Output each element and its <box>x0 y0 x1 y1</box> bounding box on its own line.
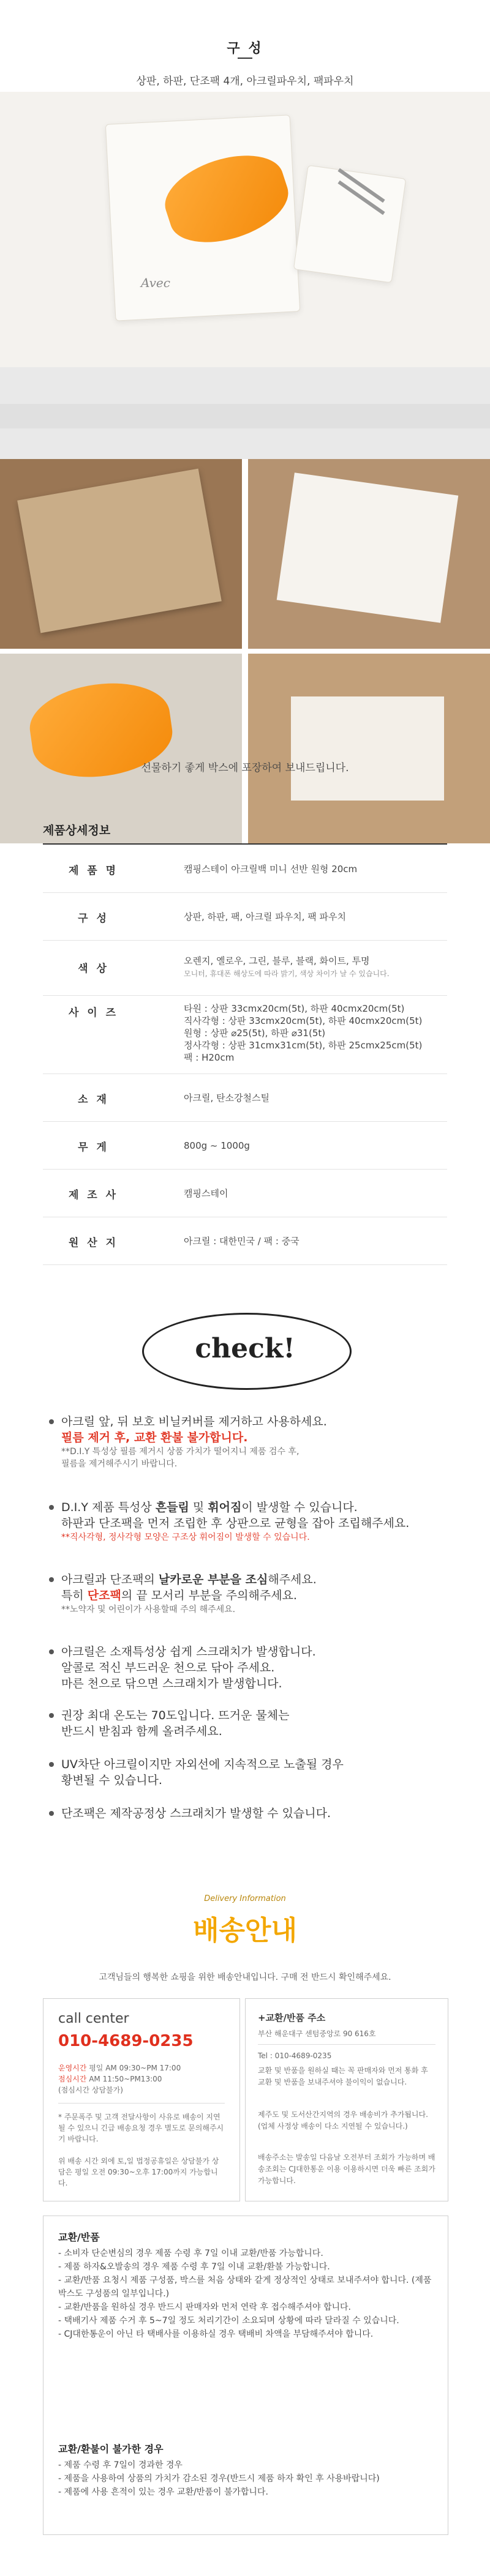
exchange-text: 배송주소는 발송일 다음날 오전부터 조회가 가능하며 배송조회는 CJ대한통운 이용 이용하시면 더욱 빠른 조회가 가능합니다. <box>258 2153 435 2185</box>
check-emphasis: 날카로운 부분을 조심 <box>158 1573 268 1586</box>
check-emphasis: 흔들림 <box>155 1501 189 1514</box>
bullet-icon <box>49 1419 54 1424</box>
spec-row-size <box>43 995 447 1074</box>
bullet-icon <box>49 1762 54 1767</box>
color-list: 오렌지, 옐로우, 그린, 블루, 블랙, 화이트, 투명 <box>184 955 370 966</box>
call-center-box <box>43 1998 240 2201</box>
check-line: 단조팩은 제작공정상 스크래치가 발생할 수 있습니다. <box>61 1807 331 1820</box>
spec-value: 아크릴, 탄소강철스틸 <box>184 1092 270 1103</box>
box-closed-photo <box>0 459 242 649</box>
delivery-subtitle: Delivery Information <box>204 1894 286 1903</box>
spec-value: 캠핑스테이 아크릴백 미니 선반 원형 20cm <box>184 864 358 875</box>
divider <box>58 2103 225 2104</box>
impossible-list <box>58 2458 433 2499</box>
exchange-text: 제주도 및 도서산간지역의 경우 배송비가 추가됩니다. (업체 사정상 배송이 다소 지연될 수 있습니다.) <box>258 2110 428 2130</box>
bullet-icon <box>49 1577 54 1582</box>
spec-row-weight <box>43 1121 447 1170</box>
check-emphasis: 휘어짐 <box>208 1501 242 1514</box>
spec-row-material <box>43 1073 447 1122</box>
lunch-value: AM 11:50~PM13:00 <box>89 2075 162 2083</box>
check-note: **직사각형, 정사각형 모양은 구조상 휘어짐이 발생할 수 있습니다. <box>61 1533 310 1542</box>
size-line: 타원 : 상판 33cmx20cm(5t), 하판 40cmx20cm(5t) <box>184 1003 405 1014</box>
spec-label: 무 게 <box>78 1141 109 1154</box>
check-line: 아크릴은 소재특성상 쉽게 스크래치가 발생합니다. <box>61 1645 316 1659</box>
check-line: 마른 천으로 닦으면 스크래치가 발생합니다. <box>61 1677 282 1690</box>
spec-label: 소 재 <box>78 1094 109 1106</box>
spec-row-composition <box>43 892 447 941</box>
spec-value <box>184 1002 422 1064</box>
check-text: 아크릴과 단조팩의 <box>61 1573 159 1586</box>
bullet-icon <box>49 1811 54 1816</box>
call-note: * 주문폭주 및 고객 전달사항이 사유로 배송이 지연될 수 있으니 긴급 배송요청 경우 별도로 문의해주시기 바랍니다. <box>58 2113 224 2143</box>
spec-row-maker <box>43 1169 447 1217</box>
bullet-icon <box>49 1649 54 1654</box>
call-note: 위 배송 시간 외에 토,일 법정공휴일은 상담불가 상담은 평일 오전 09:30~오후 17:00까지 가능합니다. <box>58 2157 219 2187</box>
exchange-tel[interactable]: Tel : 010-4689-0235 <box>258 2051 332 2060</box>
color-note: 모니터, 휴대폰 해상도에 따라 밝기, 색상 차이가 날 수 있습니다. <box>184 969 390 978</box>
check-line: 알콜로 적신 부드러운 천으로 닦아 주세요. <box>61 1661 275 1674</box>
check-text: 이 발생할 수 있습니다. <box>241 1501 358 1514</box>
call-center-title: call center <box>58 2011 129 2026</box>
returns-item: - CJ대한통운이 아닌 타 택배사를 이용하실 경우 택배비 차액을 부담해주셔야 합니다. <box>58 2329 374 2339</box>
check-line: 반드시 받침과 함께 올려주세요. <box>61 1725 222 1738</box>
returns-item: - 택배기사 제품 수거 후 5~7일 정도 처리기간이 소요되며 상황에 따라 달라질 수 있습니다. <box>58 2316 399 2326</box>
check-note: 필름을 제거해주시기 바랍니다. <box>61 1459 178 1469</box>
check-item-sharp <box>61 1572 453 1616</box>
box-with-shelf-photo <box>0 654 242 843</box>
check-badge-text: check! <box>195 1333 295 1364</box>
spec-value: 800g ~ 1000g <box>184 1140 250 1151</box>
check-line: 황변될 수 있습니다. <box>61 1774 162 1787</box>
composition-title: 구 성 <box>227 41 263 56</box>
returns-item: - 소비자 단순변심의 경우 제품 수령 후 7일 이내 교환/반품 가능합니다. <box>58 2249 323 2258</box>
returns-item: - 교환/반품을 원하실 경우 반드시 판매자와 먼저 연락 후 접수해주셔야 합니다. <box>58 2302 351 2312</box>
product-bag-photo <box>0 92 490 367</box>
check-text: 및 <box>189 1501 208 1514</box>
spec-value <box>184 955 390 980</box>
box-flaps-photo <box>248 654 490 843</box>
gift-box-closed <box>17 469 222 633</box>
spec-value: 아크릴 : 대한민국 / 팩 : 중국 <box>184 1236 300 1247</box>
spec-label: 사 이 즈 <box>68 1007 119 1019</box>
spec-value: 상판, 하판, 팩, 아크릴 파우치, 팩 파우치 <box>184 911 347 922</box>
check-item-temperature <box>61 1708 453 1739</box>
check-item-scratch <box>61 1644 453 1692</box>
check-item-uv <box>61 1757 453 1788</box>
call-hours <box>58 2063 230 2096</box>
spec-label: 구 성 <box>78 913 109 925</box>
lunch-label: 점심시간 <box>58 2075 87 2083</box>
bullet-icon <box>49 1505 54 1510</box>
bullet-icon <box>49 1713 54 1718</box>
delivery-intro: 고객님들의 행복한 쇼핑을 위한 배송안내입니다. 구매 전 반드시 확인해주세요. <box>99 1973 391 1982</box>
check-text: D.I.Y 제품 특성상 <box>61 1501 156 1514</box>
impossible-item: - 제품에 사용 흔적이 있는 경우 교환/반품이 불가합니다. <box>58 2487 268 2497</box>
check-item-diy <box>61 1499 453 1544</box>
check-line: 아크릴 앞, 뒤 보호 비닐커버를 제거하고 사용하세요. <box>61 1415 327 1428</box>
returns-list <box>58 2247 433 2341</box>
check-note: **D.I.Y 특성상 필름 제거시 상품 가치가 떨어지니 제품 검수 후, <box>61 1447 300 1457</box>
spec-label: 제 품 명 <box>68 865 119 877</box>
check-line: 하판과 단조팩을 먼저 조립한 후 상판으로 균형을 잡아 조립해주세요. <box>61 1517 410 1530</box>
returns-item: - 제품 하자&오발송의 경우 제품 수령 후 7일 이내 교환/환불 가능합니다. <box>58 2262 330 2272</box>
hours-label: 운영시간 <box>58 2064 87 2072</box>
check-warning: 필름 제거 후, 교환 환불 불가합니다. <box>61 1431 248 1444</box>
check-line: UV차단 아크릴이지만 자외선에 지속적으로 노출될 경우 <box>61 1758 344 1771</box>
box-open-photo <box>248 459 490 649</box>
exchange-box <box>245 1998 448 2201</box>
check-text: 특히 <box>61 1589 88 1602</box>
hours-value: 평일 AM 09:30~PM 17:00 <box>89 2064 181 2072</box>
call-center-phone[interactable]: 010-4689-0235 <box>58 2032 194 2050</box>
delivery-title: 배송안내 <box>192 1915 297 1946</box>
check-text: 해주세요. <box>268 1573 317 1586</box>
composition-subtitle: 상판, 하판, 단조팩 4개, 아크릴파우치, 팩파우치 <box>136 75 354 88</box>
check-line <box>61 1572 453 1588</box>
title-underline <box>238 58 252 59</box>
lunch-note: (점심시간 상담불가) <box>58 2086 123 2094</box>
check-text: 의 끝 모서리 부분을 주의해주세요. <box>121 1589 297 1602</box>
bag-logo: Avec <box>141 275 170 290</box>
returns-box <box>43 2216 448 2535</box>
check-line <box>61 1588 453 1603</box>
size-line: 직사각형 : 상판 33cmx20cm(5t), 하판 40cmx20cm(5t) <box>184 1015 423 1026</box>
exchange-title: +교환/반품 주소 <box>258 2012 326 2023</box>
check-item-film <box>61 1414 453 1470</box>
spec-row-name <box>43 845 447 893</box>
check-item-peg-scratch <box>61 1805 453 1821</box>
spec-row-color <box>43 940 447 996</box>
returns-item: - 교환/반품 요청시 제품 구성품, 박스를 처음 상태와 같게 정상적인 상태로 보내주셔야 합니다. (제품박스도 구성품의 일부입니다.) <box>58 2275 432 2299</box>
check-note: **노약자 및 어린이가 사용할때 주의 해주세요. <box>61 1605 236 1615</box>
returns-title: 교환/반품 <box>58 2231 100 2243</box>
impossible-item: - 제품을 사용하여 상품의 가치가 감소된 경우(반드시 제품 하자 확인 후 사용바랍니다) <box>58 2474 380 2484</box>
spec-label: 원 산 지 <box>68 1237 119 1249</box>
impossible-title: 교환/환불이 불가한 경우 <box>58 2443 164 2455</box>
box-inner-bag <box>277 472 459 623</box>
check-emphasis: 단조팩 <box>87 1589 121 1602</box>
impossible-item: - 제품 수령 후 7일이 경과한 경우 <box>58 2460 183 2470</box>
box-flap-bag <box>291 696 444 801</box>
spec-title: 제품상세정보 <box>43 824 111 837</box>
packaging-caption: 선물하기 좋게 박스에 포장하여 보내드립니다. <box>141 762 349 774</box>
spec-label: 색 상 <box>78 963 109 975</box>
spec-label: 제 조 사 <box>68 1189 119 1201</box>
size-line: 팩 : H20cm <box>184 1052 235 1063</box>
drawstring-bag-small <box>293 165 406 283</box>
check-line: 권장 최대 온도는 70도입니다. 뜨거운 물체는 <box>61 1709 290 1722</box>
exchange-address: 부산 해운대구 센텀중앙로 90 616호 <box>258 2029 376 2038</box>
check-line <box>61 1499 453 1515</box>
exchange-text: 교환 및 반품을 원하실 때는 꼭 판매자와 먼저 통화 후 교환 및 반품을 보내주셔야 불이익이 없습니다. <box>258 2066 428 2086</box>
spec-row-origin <box>43 1217 447 1265</box>
photo-divider-inner <box>0 404 490 428</box>
divider <box>258 2044 435 2045</box>
size-line: 원형 : 상판 ⌀25(5t), 하판 ⌀31(5t) <box>184 1028 326 1039</box>
size-line: 정사각형 : 상판 31cmx31cm(5t), 하판 25cmx25cm(5t) <box>184 1040 423 1051</box>
spec-value: 캠핑스테이 <box>184 1188 228 1199</box>
